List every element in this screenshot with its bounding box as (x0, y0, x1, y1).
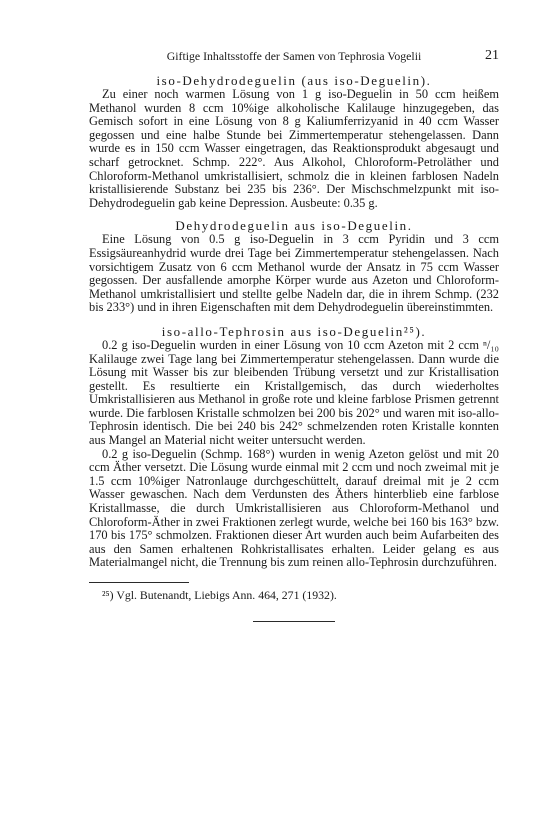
section-iso-dehydrodeguelin (89, 74, 499, 210)
end-rule (253, 621, 335, 622)
section-iso-allo-tephrosin (89, 325, 499, 570)
section-heading: Dehydrodeguelin aus iso-Deguelin. (175, 218, 413, 234)
section-dehydrodeguelin (89, 219, 499, 315)
footnote: ²⁵) Vgl. Butenandt, Liebigs Ann. 464, 271 (1932). (102, 588, 337, 602)
section-heading: iso-allo-Tephrosin aus iso-Deguelin²⁵). (161, 323, 427, 339)
section-heading: iso-Dehydrodeguelin (aus iso-Deguelin). (156, 73, 432, 88)
paragraph: 0.2 g iso-Deguelin (Schmp. 168°) wurden in wenig Azeton gelöst und mit 20 ccm Äther versetzt. Die Lösung wurde einmal mit 2 ccm und noch zweimal mit je 1.5 ccm 10%iger Natronlauge durchgeschüttelt, darauf dreimal mit je 2 ccm Wasser gewaschen. Nach dem Verdunsten des Äthers hinterblieb eine farblose Kristallmasse, die durch Umkristallisieren aus Chloroform-Methanol und Chloroform-Äther in zwei Fraktionen zerlegt wurde, welche bei 160 bis 163° bzw. 170 bis 175° schmolzen. Fraktionen dieser Art wurden auch beim Aufarbeiten des aus den Samen erhaltenen Rohkristallisates erhalten. Leider gelang es aus Materialmangel nicht, die Trennung bis zum reinen allo-Tephrosin durchzuführen. (89, 446, 499, 570)
running-title: Giftige Inhaltsstoffe der Samen von Tephrosia Vogelii (166, 49, 422, 63)
running-header (89, 50, 499, 68)
page-number: 21 (485, 48, 499, 63)
footnote-separator (89, 582, 189, 583)
paragraph: Zu einer noch warmen Lösung von 1 g iso-Deguelin in 50 ccm heißem Methanol wurden 8 ccm 10%ige alkoholische Kalilauge hinzugegeben, das Gemisch sofort in eine Lösung von 8 g Kaliumferrizyanid in 40 ccm Wasser gegossen und eine halbe Stunde bei Zimmertemperatur stehengelassen. Dann wurde es in 150 ccm Wasser eingetragen, das Reaktionsprodukt abgesaugt und scharf getrocknet. Schmp. 222°. Aus Alkohol, Chloroform-Petroläther und Chloroform-Methanol umkristallisiert, schmolz die in kleinen farblosen Nadeln kristallisierende Substanz bei 235 bis 236°. Der Mischschmelzpunkt mit iso-Dehydrodeguelin gab keine Depression. Ausbeute: 0.35 g. (89, 87, 499, 210)
document-page (89, 50, 499, 622)
paragraph: 0.2 g iso-Deguelin wurden in einer Lösung von 10 ccm Azeton mit 2 ccm ⁿ/₁₀ Kalilauge zwei Tage lang bei Zimmertemperatur stehengelassen. Dann wurde die Lösung mit Wasser bis zur bleibenden Trübung versetzt und zur Kristallisation gestellt. Es resultierte ein Kristallgemisch, das durch wiederholtes Umkristallisieren aus Methanol in große rote und kleine farblose Prismen getrennt wurde. Die farblosen Kristalle schmolzen bei 200 bis 202° und waren mit iso-allo-Tephrosin identisch. Die bei 240 bis 242° schmelzenden roten Kristalle konnten aus Mangel an Material nicht weiter untersucht werden. (89, 337, 499, 448)
paragraph: Eine Lösung von 0.5 g iso-Deguelin in 3 ccm Pyridin und 3 ccm Essigsäureanhydrid wurde drei Tage bei Zimmertemperatur stehengelassen. Nach vorsichtigem Zusatz von 6 ccm Methanol wurde der Ansatz in 75 ccm Wasser gegossen. Der ausfallende amorphe Körper wurde aus Azeton und Chloroform-Methanol umkristallisiert und stellte gelbe Nadeln dar, die in ihrem Schmp. (232 bis 233°) und in ihren Eigenschaften mit dem Dehydrodeguelin übereinstimmten. (89, 232, 499, 315)
